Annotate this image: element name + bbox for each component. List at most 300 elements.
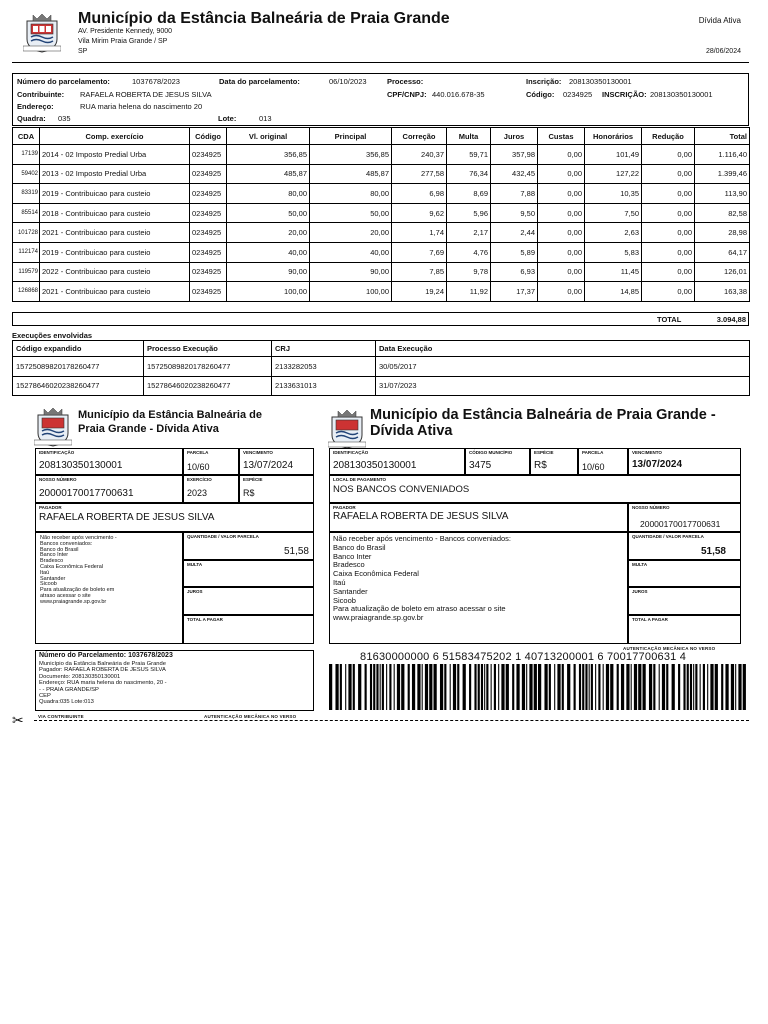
barcode-bar: [498, 664, 499, 710]
col-header: Redução: [642, 128, 695, 145]
cut-line: [34, 720, 749, 721]
table-cell: 14,85: [585, 282, 642, 302]
table-cell: 0,00: [538, 262, 585, 282]
address-line-3: SP: [78, 48, 88, 55]
stub-payer-cell: [35, 503, 314, 532]
table-cell: 240,37: [392, 145, 447, 165]
barcode-bar: [365, 664, 367, 710]
table-row: [13, 164, 750, 184]
field-label: JUROS: [632, 589, 648, 594]
municipal-crest-icon: [34, 407, 72, 447]
col-header: Principal: [310, 128, 392, 145]
stub-nosso-numero-value: 20000170017700631: [39, 488, 134, 499]
slip-parcela-cell: [578, 448, 628, 475]
table-row: [13, 242, 750, 262]
table-cell: 2019 - Contribuicao para custeio: [40, 242, 190, 262]
code-label: Código:: [526, 90, 555, 99]
document-type: Dívida Ativa: [698, 16, 741, 25]
barcode-bar: [554, 664, 555, 710]
barcode-bar: [574, 664, 576, 710]
text-line: Não receber após vencimento - Bancos conveniados:: [333, 534, 512, 543]
table-cell: 90,00: [227, 262, 310, 282]
slip-value: 51,58: [700, 546, 726, 557]
slip-payer-cell: [329, 503, 628, 532]
table-cell: 0,00: [642, 262, 695, 282]
barcode-digits: 81630000000 6 51583475202 1 40713200001 6 70017700631 4: [360, 651, 687, 663]
table-cell: 6,98: [392, 184, 447, 204]
text-line: Endereço: RUA maria helena do nascimento, 20 -: [39, 680, 167, 687]
slip-municipal-code: 3475: [469, 460, 492, 471]
stub-due-value: 13/07/2024: [243, 460, 294, 471]
barcode-bar: [683, 664, 685, 710]
table-row: [13, 357, 750, 377]
slip-id-value: 208130350130001: [333, 460, 417, 471]
col-header: Processo Execução: [144, 341, 272, 357]
table-cell: 2022 - Contribuicao para custeio: [40, 262, 190, 282]
table-cell: 5,96: [447, 203, 491, 223]
table-cell: 59,71: [447, 145, 491, 165]
field-label: TOTAL A PAGAR: [187, 617, 223, 622]
table-cell: 100,00: [227, 282, 310, 302]
municipal-crest-icon: [23, 13, 61, 53]
slip-auth-label: AUTENTICAÇÃO MECÂNICA NO VERSO: [623, 646, 716, 651]
cpf-label: CPF/CNPJ:: [387, 90, 427, 99]
stub-value-cell: [183, 532, 314, 560]
col-header: Código: [190, 128, 227, 145]
table-cell: 80,00: [227, 184, 310, 204]
barcode-bar: [353, 664, 355, 710]
stub-fine-cell: [183, 560, 314, 587]
text-line: Pagador: RAFAELA ROBERTA DE JESUS SILVA: [39, 667, 166, 674]
text-line: Itaú: [40, 569, 50, 576]
table-cell: 2021 - Contribuicao para custeio: [40, 223, 190, 243]
table-cell: 9,50: [491, 203, 538, 223]
code-value: 0234925: [563, 90, 593, 99]
table-cell: 0234925: [190, 223, 227, 243]
stub-id-value: 208130350130001: [39, 460, 123, 471]
table-cell: 11,45: [585, 262, 642, 282]
stub-exercise-cell: [183, 475, 239, 503]
text-line: www.praiagrande.sp.gov.br: [40, 598, 107, 605]
barcode-bar: [731, 664, 734, 710]
slip-payer-value: RAFAELA ROBERTA DE JESUS SILVA: [333, 511, 509, 522]
field-label: ESPÉCIE: [534, 450, 554, 455]
barcode-bar: [348, 664, 351, 710]
table-cell: 2133631013: [272, 376, 376, 396]
barcode-bar: [491, 664, 492, 710]
barcode-bar: [666, 664, 668, 710]
table-cell: 0,00: [642, 282, 695, 302]
slip-total-cell: [628, 615, 741, 644]
barcode-bar: [621, 664, 624, 710]
barcode-bar: [579, 664, 581, 710]
barcode-bar: [394, 664, 395, 710]
barcode-bar: [516, 664, 519, 710]
table-cell: 10,35: [585, 184, 642, 204]
stub-parcela-cell: [183, 448, 239, 475]
field-label: JUROS: [187, 589, 203, 594]
barcode-bar: [725, 664, 728, 710]
text-line: Banco do Brasil: [40, 546, 79, 553]
table-cell: 485,87: [227, 164, 310, 184]
table-cell: 50,00: [227, 203, 310, 223]
barcode-bar: [478, 664, 480, 710]
table-cell: 0,00: [538, 223, 585, 243]
slip-species-cell: [530, 448, 578, 475]
barcode-bar: [678, 664, 680, 710]
barcode-bar: [345, 664, 346, 710]
lot-value: 013: [259, 114, 272, 123]
field-label: IDENTIFICAÇÃO: [39, 450, 75, 455]
text-line: Sicoob: [333, 595, 356, 605]
barcode-bar: [380, 664, 381, 710]
table-cell: 90,00: [310, 262, 392, 282]
barcode-bar: [422, 664, 423, 710]
barcode-bar: [549, 664, 551, 710]
executions-table: [12, 340, 750, 396]
registration-label-2: INSCRIÇÃO:: [602, 90, 647, 99]
debt-table-header: [13, 128, 750, 145]
col-header: Vl. original: [227, 128, 310, 145]
table-cell: 7,69: [392, 242, 447, 262]
barcode-bar: [617, 664, 619, 710]
table-cell: 0,00: [642, 242, 695, 262]
barcode-bar: [700, 664, 701, 710]
barcode-bar: [598, 664, 600, 710]
table-cell: 2,17: [447, 223, 491, 243]
table-cell: 127,22: [585, 164, 642, 184]
barcode-bar: [653, 664, 655, 710]
barcode-bar: [591, 664, 593, 710]
col-header: Juros: [491, 128, 538, 145]
debt-table: [12, 127, 750, 302]
barcode-bar: [735, 664, 736, 710]
barcode-bar: [408, 664, 410, 710]
col-header: Data Execução: [376, 341, 750, 357]
table-row: [13, 262, 750, 282]
table-cell: 19,24: [392, 282, 447, 302]
table-cell: 119579: [13, 262, 40, 282]
stub-auth-label: AUTENTICAÇÃO MECÂNICA NO VERSO: [204, 714, 297, 719]
table-cell: 0,00: [538, 282, 585, 302]
barcode-bar: [382, 664, 384, 710]
barcode-bar: [358, 664, 361, 710]
table-cell: 2013 - 02 Imposto Predial Urba: [40, 164, 190, 184]
table-cell: 101728: [13, 223, 40, 243]
table-cell: 0,00: [538, 145, 585, 165]
table-cell: 126,01: [695, 262, 750, 282]
table-cell: 20,00: [227, 223, 310, 243]
slip-municipal-code-cell: [465, 448, 530, 475]
barcode-bar: [401, 664, 404, 710]
field-label: VENCIMENTO: [243, 450, 273, 455]
text-line: - - PRAIA GRANDE/SP: [39, 686, 99, 693]
field-label: EXERCÍCIO: [187, 477, 212, 482]
barcode-bar: [373, 664, 375, 710]
table-row: [13, 203, 750, 223]
total-label: TOTAL: [657, 315, 682, 324]
slip-instructions: [333, 535, 511, 623]
installment-date-label: Data do parcelamento:: [219, 77, 300, 86]
total-value: 3.094,88: [716, 315, 746, 324]
barcode-bar: [567, 664, 570, 710]
table-cell: 0234925: [190, 164, 227, 184]
executions-title: Execuções envolvidas: [12, 331, 93, 340]
barcode-bar: [440, 664, 443, 710]
barcode-bar: [329, 664, 332, 710]
field-label: MULTA: [187, 562, 203, 567]
barcode-bar: [582, 664, 584, 710]
barcode-bar: [693, 664, 694, 710]
table-cell: 30/05/2017: [376, 357, 750, 377]
barcode-bar: [631, 664, 632, 710]
text-line: Caixa Econômica Federal: [333, 569, 419, 579]
barcode-bar: [672, 664, 675, 710]
stub-exercise-value: 2023: [187, 488, 208, 498]
text-line: www.praiagrande.sp.gov.br: [333, 613, 424, 623]
table-cell: 64,17: [695, 242, 750, 262]
barcode-bar: [662, 664, 665, 710]
registration-number: 208130350130001: [569, 77, 632, 86]
barcode-bar: [715, 664, 718, 710]
total-row: [12, 312, 749, 326]
barcode-bar: [721, 664, 723, 710]
slip-nosso-numero-value: 20000170017700631: [640, 519, 721, 529]
table-row: [13, 282, 750, 302]
barcode-bar: [743, 664, 746, 710]
slip-value-cell: [628, 532, 741, 560]
lot-label: Lote:: [218, 114, 237, 123]
table-cell: 4,76: [447, 242, 491, 262]
table-cell: 5,83: [585, 242, 642, 262]
text-line: CEP: [39, 693, 51, 700]
table-cell: 15725089820178260477: [144, 357, 272, 377]
barcode-bar: [463, 664, 466, 710]
executions-header: [13, 341, 750, 357]
barcode: [329, 664, 747, 710]
field-label: PARCELA: [582, 450, 604, 455]
table-cell: 59402: [13, 164, 40, 184]
table-cell: 163,38: [695, 282, 750, 302]
text-line: Caixa Econômica Federal: [40, 563, 103, 570]
text-line: Município da Estância Balneária de Praia Grande: [39, 661, 166, 667]
text-line: Para atualização de boleto em: [40, 587, 115, 594]
barcode-bar: [474, 664, 476, 710]
stub-id-cell: [35, 448, 183, 475]
barcode-bar: [710, 664, 713, 710]
slip-parcela-value: 10/60: [582, 462, 605, 472]
barcode-bar: [659, 664, 660, 710]
slip-payment-place-cell: [329, 475, 741, 503]
block-label: Quadra:: [17, 114, 46, 123]
table-cell: 2,44: [491, 223, 538, 243]
table-cell: 112174: [13, 242, 40, 262]
field-label: TOTAL A PAGAR: [632, 617, 668, 622]
barcode-bar: [544, 664, 547, 710]
barcode-bar: [370, 664, 372, 710]
barcode-bar: [412, 664, 415, 710]
registration-label: Inscrição:: [526, 77, 562, 86]
table-cell: 85514: [13, 203, 40, 223]
barcode-bar: [429, 664, 432, 710]
stub-value: 51,58: [283, 546, 309, 557]
col-header: Comp. exercício: [40, 128, 190, 145]
slip-instructions-cell: [329, 532, 628, 644]
barcode-bar: [634, 664, 637, 710]
table-cell: 40,00: [310, 242, 392, 262]
stub-due-cell: [239, 448, 314, 475]
registration-number-2: 208130350130001: [650, 90, 713, 99]
field-label: PAGADOR: [39, 505, 62, 510]
scissors-icon: ✂: [12, 712, 24, 728]
barcode-bar: [585, 664, 587, 710]
table-cell: 9,62: [392, 203, 447, 223]
barcode-bar: [450, 664, 451, 710]
taxpayer-name: RAFAELA ROBERTA DE JESUS SILVA: [80, 90, 212, 99]
table-cell: 1,74: [392, 223, 447, 243]
barcode-bar: [562, 664, 564, 710]
barcode-bar: [457, 664, 459, 710]
barcode-bar: [376, 664, 378, 710]
text-line: Bradesco: [40, 558, 64, 565]
table-cell: 2021 - Contribuicao para custeio: [40, 282, 190, 302]
stub-title: Município da Estância Balneária de Praia Grande - Dívida Ativa: [78, 409, 262, 435]
table-cell: 277,58: [392, 164, 447, 184]
text-line: atraso acessar o site: [40, 592, 91, 599]
table-cell: 15725089820178260477: [13, 357, 144, 377]
barcode-bar: [434, 664, 437, 710]
table-cell: 0,00: [642, 145, 695, 165]
col-header: Total: [695, 128, 750, 145]
table-cell: 0234925: [190, 242, 227, 262]
slip-due-value: 13/07/2024: [632, 459, 683, 470]
field-label: VENCIMENTO: [632, 450, 662, 455]
table-cell: 2133282053: [272, 357, 376, 377]
field-label: QUANTIDADE / VALOR PARCELA: [187, 534, 259, 539]
table-cell: 17,37: [491, 282, 538, 302]
barcode-bar: [486, 664, 488, 710]
table-cell: 0234925: [190, 184, 227, 204]
barcode-bar: [626, 664, 629, 710]
stub-instructions-cell: [35, 532, 183, 644]
stub-species-cell: [239, 475, 314, 503]
municipal-crest-icon: [328, 409, 366, 449]
table-cell: 0,00: [642, 203, 695, 223]
text-line: Banco Inter: [40, 552, 69, 559]
text-line: Banco do Brasil: [333, 542, 386, 552]
table-cell: 0,00: [538, 242, 585, 262]
col-header: Código expandido: [13, 341, 144, 357]
barcode-bar: [687, 664, 689, 710]
slip-title: Município da Estância Balneária de Praia Grande - Dívida Ativa: [370, 407, 716, 439]
text-line: Bradesco: [333, 560, 365, 570]
barcode-bar: [738, 664, 741, 710]
table-cell: 0234925: [190, 203, 227, 223]
stub-interest-cell: [183, 587, 314, 615]
barcode-bar: [501, 664, 504, 710]
table-cell: 1.399,46: [695, 164, 750, 184]
table-cell: 28,98: [695, 223, 750, 243]
col-header: CDA: [13, 128, 40, 145]
table-cell: 2,63: [585, 223, 642, 243]
process-label: Processo:: [387, 77, 424, 86]
slip-payment-place: NOS BANCOS CONVENIADOS: [333, 484, 470, 495]
table-cell: 8,69: [447, 184, 491, 204]
table-cell: 5,89: [491, 242, 538, 262]
slip-fine-cell: [628, 560, 741, 587]
text-line: Sicoob: [40, 581, 57, 588]
table-cell: 101,49: [585, 145, 642, 165]
field-label: QUANTIDADE / VALOR PARCELA: [632, 534, 704, 539]
slip-id-cell: [329, 448, 465, 475]
barcode-bar: [335, 664, 338, 710]
address-line-1: AV. Presidente Kennedy, 9000: [78, 28, 173, 35]
taxpayer-label: Contribuinte:: [17, 90, 65, 99]
table-cell: 0,00: [538, 184, 585, 204]
barcode-bar: [557, 664, 560, 710]
table-cell: 17139: [13, 145, 40, 165]
issue-date: 28/06/2024: [705, 48, 741, 55]
barcode-bar: [512, 664, 514, 710]
table-cell: 20,00: [310, 223, 392, 243]
stub-installment-number: Número do Parcelamento: 1037678/2023: [39, 652, 173, 659]
stub-total-cell: [183, 615, 314, 644]
table-cell: 31/07/2023: [376, 376, 750, 396]
table-cell: 76,34: [447, 164, 491, 184]
field-label: IDENTIFICAÇÃO: [333, 450, 369, 455]
field-label: MULTA: [632, 562, 648, 567]
barcode-bar: [386, 664, 387, 710]
table-cell: 7,88: [491, 184, 538, 204]
table-row: [13, 223, 750, 243]
field-label: NOSSO NÚMERO: [39, 477, 77, 482]
text-line: Para atualização de boleto em atraso acessar o site: [333, 604, 506, 614]
barcode-bar: [453, 664, 456, 710]
table-cell: 357,98: [491, 145, 538, 165]
table-cell: 1.116,40: [695, 145, 750, 165]
barcode-bar: [522, 664, 525, 710]
barcode-bar: [538, 664, 541, 710]
table-cell: 0234925: [190, 145, 227, 165]
stub-payer-value: RAFAELA ROBERTA DE JESUS SILVA: [39, 512, 215, 523]
table-cell: 7,85: [392, 262, 447, 282]
barcode-bar: [707, 664, 708, 710]
table-cell: 126868: [13, 282, 40, 302]
barcode-bar: [484, 664, 485, 710]
text-line: Banco Inter: [333, 551, 372, 561]
col-header: Honorários: [585, 128, 642, 145]
table-cell: 0,00: [538, 203, 585, 223]
barcode-bar: [389, 664, 391, 710]
barcode-bar: [643, 664, 646, 710]
table-cell: 0234925: [190, 262, 227, 282]
stub-nosso-numero-cell: [35, 475, 183, 503]
installment-info-box: [12, 73, 749, 126]
stub-installment-box: [35, 650, 314, 711]
address-value: RUA maria helena do nascimento 20: [80, 102, 203, 111]
barcode-bar: [340, 664, 342, 710]
table-row: [13, 376, 750, 396]
barcode-bar: [690, 664, 692, 710]
slip-due-cell: [628, 448, 741, 475]
table-cell: 2014 - 02 Imposto Predial Urba: [40, 145, 190, 165]
stub-info-lines: [39, 661, 167, 706]
table-cell: 0,00: [642, 164, 695, 184]
barcode-bar: [606, 664, 609, 710]
barcode-bar: [506, 664, 509, 710]
barcode-bar: [589, 664, 590, 710]
barcode-bar: [649, 664, 652, 710]
